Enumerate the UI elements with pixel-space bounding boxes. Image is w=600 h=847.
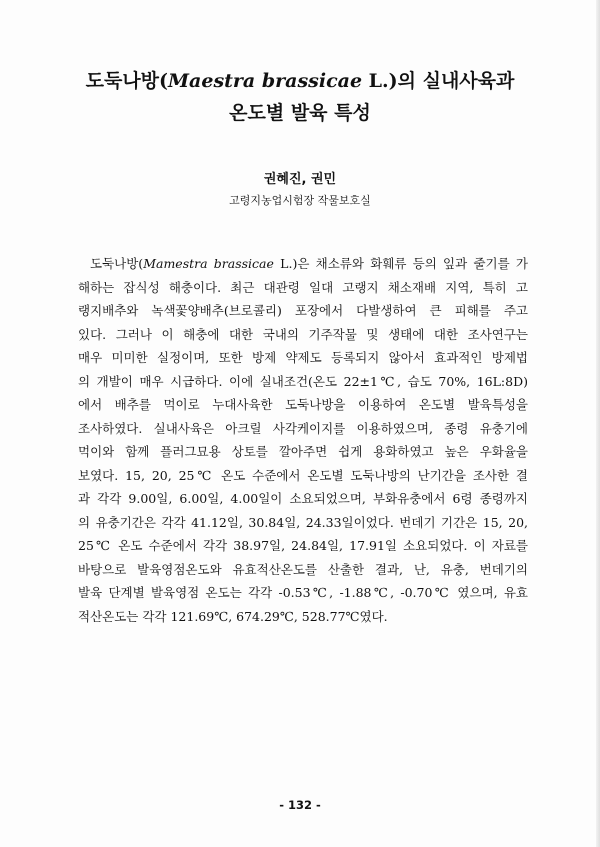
abstract-line: 의 개발이 매우 시급하다. 이에 실내조건(온도 22±1℃, 습도 70%, 16L:8D) xyxy=(78,373,528,389)
abstract-species-name: Mamestra brassicae xyxy=(143,256,274,271)
abstract-line: 매우 미미한 실정이며, 또한 방제 약제도 등록되지 않아서 효과적인 방제법 xyxy=(78,350,528,365)
title-line-1 xyxy=(0,66,600,96)
title-line-2: 온도별 발육 특성 xyxy=(229,102,371,124)
abstract-body xyxy=(78,252,528,628)
abstract-line: 해하는 잡식성 해충이다. 최근 대관령 일대 고랭지 채소재배 지역, 특히 고 xyxy=(78,279,528,295)
abstract-line-suffix: L.)은 채소류와 화훼류 등의 잎과 줄기를 가 xyxy=(273,256,528,271)
abstract-line: 랭지배추와 녹색꽃양배추(브로콜리) 포장에서 다발생하여 큰 피해를 주고 xyxy=(78,303,528,318)
abstract-line: 에서 배추를 먹이로 누대사육한 도둑나방을 이용하여 온도별 발육특성을 xyxy=(78,397,528,412)
abstract-line-prefix: 도둑나방( xyxy=(90,256,144,271)
abstract-line: 발육 단계별 발육영점 온도는 각각 -0.53℃, -1.88℃, -0.70℃ 였으며, 유효 xyxy=(78,585,528,600)
abstract-line: 보였다. 15, 20, 25℃ 온도 수준에서 온도별 도둑나방의 난기간을 조사한 결 xyxy=(78,467,528,483)
title-suffix: L.)의 실내사육과 xyxy=(362,70,515,92)
abstract-line: 의 유충기간은 각각 41.12일, 30.84일, 24.33일이었다. 번데기 기간은 15, 20, xyxy=(78,514,528,530)
abstract-line: 조사하였다. 실내사육은 아크릴 사각케이지를 이용하였으며, 종령 유충기에 xyxy=(78,420,528,436)
abstract-line: 바탕으로 발육영점온도와 유효적산온도를 산출한 결과, 난, 유충, 번데기의 xyxy=(78,561,528,577)
abstract-line: 25℃ 온도 수준에서 각각 38.97일, 24.84일, 17.91일 소요되었다. 이 자료를 xyxy=(78,538,528,553)
abstract-line xyxy=(78,252,528,276)
title-species-name: Maestra brassicae xyxy=(168,70,363,92)
scan-edge-shadow xyxy=(596,0,600,847)
authors: 권혜진, 권민 xyxy=(263,172,337,187)
abstract-line: 적산온도는 각각 121.69℃, 674.29℃, 528.77℃였다. xyxy=(78,608,388,624)
abstract-line: 있다. 그러나 이 해충에 대한 국내의 기주작물 및 생태에 대한 조사연구는 xyxy=(78,326,528,342)
affiliation: 고령지농업시험장 작물보호실 xyxy=(229,194,371,207)
abstract-line: 과 각각 9.00일, 6.00일, 4.00일이 소요되었으며, 부화유충에서 6령 종령까지 xyxy=(78,491,528,506)
title-prefix: 도둑나방( xyxy=(85,70,169,92)
abstract-line: 먹이와 함께 플러그묘용 상토를 깔아주면 쉽게 용화하였고 높은 우화율을 xyxy=(78,444,528,459)
page-number: - 132 - xyxy=(279,798,321,812)
